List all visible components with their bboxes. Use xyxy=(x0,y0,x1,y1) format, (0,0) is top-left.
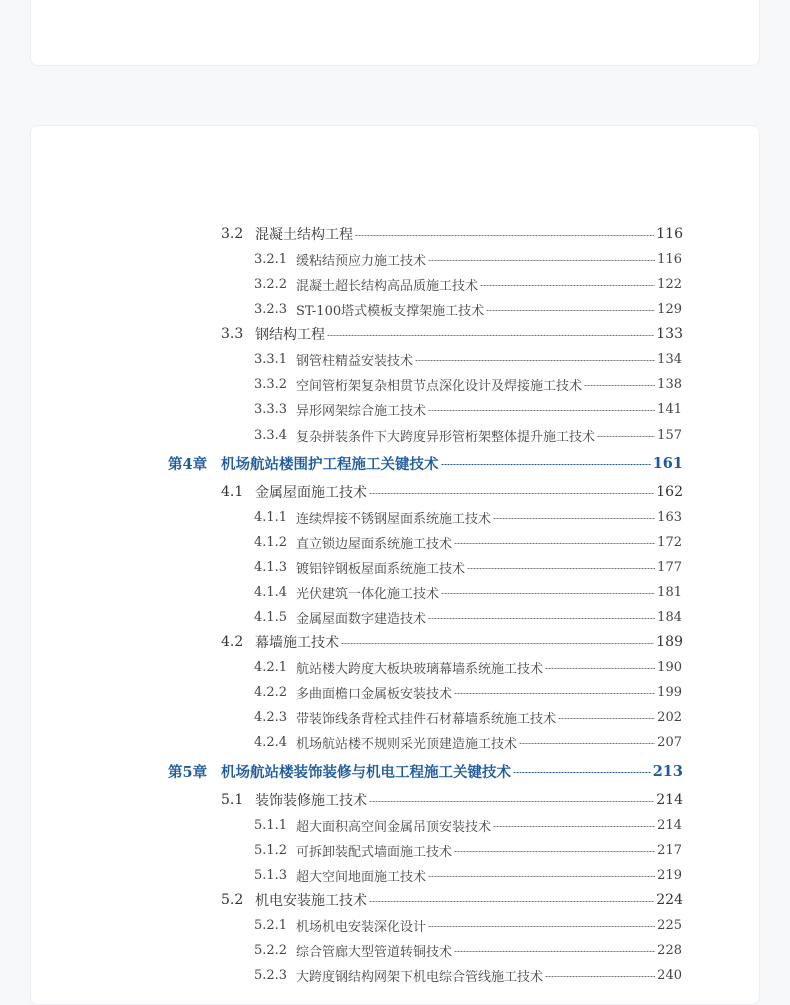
toc-entry-number: 5.2.1 xyxy=(254,917,288,933)
dot-leader xyxy=(441,464,651,465)
toc-entry-title: 镀铝锌钢板屋面系统施工技术 xyxy=(296,561,466,577)
toc-entry-page-number: 184 xyxy=(657,609,682,625)
dot-leader xyxy=(519,743,655,744)
toc-entry-number: 5.1.1 xyxy=(254,817,288,833)
toc-entry-title: 机场航站楼不规则采光顶建造施工技术 xyxy=(296,736,518,752)
toc-entry-number: 3.3 xyxy=(221,326,244,342)
toc-entry-number: 5.2.2 xyxy=(254,942,288,958)
dot-leader xyxy=(454,951,655,952)
toc-entry-title: 机电安装施工技术 xyxy=(255,893,367,909)
dot-leader xyxy=(486,310,655,311)
toc-entry-page-number: 157 xyxy=(657,427,682,443)
toc-subsection-entry[interactable] xyxy=(0,248,682,270)
toc-entry-title: 混凝土超长结构高品质施工技术 xyxy=(296,278,479,294)
toc-entry-number: 3.2.2 xyxy=(254,276,288,292)
toc-entry-page-number: 199 xyxy=(657,684,682,700)
toc-subsection-entry[interactable] xyxy=(0,864,682,886)
toc-entry-title: 连续焊接不锈钢屋面系统施工技术 xyxy=(296,511,492,527)
toc-entry-number: 3.3.1 xyxy=(254,351,288,367)
toc-entry-title: 直立锁边屋面系统施工技术 xyxy=(296,536,453,552)
toc-entry-title: 机场航站楼装饰装修与机电工程施工关键技术 xyxy=(221,763,511,781)
toc-entry-title: 多曲面檐口金属板安装技术 xyxy=(296,686,453,702)
toc-section-entry[interactable] xyxy=(0,223,683,245)
toc-entry-number: 第4章 xyxy=(168,455,208,473)
toc-entry-page-number: 225 xyxy=(657,917,682,933)
dot-leader xyxy=(454,543,655,544)
toc-subsection-entry[interactable] xyxy=(0,273,682,295)
toc-entry-title: 超大面积高空间金属吊顶安装技术 xyxy=(296,819,492,835)
toc-entry-title: ST-100塔式模板支撑架施工技术 xyxy=(296,303,485,319)
toc-subsection-entry[interactable] xyxy=(0,373,682,395)
toc-entry-number: 4.2.4 xyxy=(254,734,288,750)
toc-entry-page-number: 202 xyxy=(657,709,682,725)
toc-entry-title: 可拆卸装配式墙面施工技术 xyxy=(296,844,453,860)
toc-entry-number: 第5章 xyxy=(168,763,208,781)
toc-entry-page-number: 207 xyxy=(657,734,682,750)
dot-leader xyxy=(493,518,655,519)
dot-leader xyxy=(415,360,655,361)
dot-leader xyxy=(597,436,655,437)
toc-subsection-entry[interactable] xyxy=(0,656,682,678)
toc-entry-title: 机场航站楼围护工程施工关键技术 xyxy=(221,455,439,473)
toc-subsection-entry[interactable] xyxy=(0,939,682,961)
toc-entry-page-number: 240 xyxy=(657,967,682,983)
toc-entry-number: 5.1 xyxy=(221,792,244,808)
toc-section-entry[interactable] xyxy=(0,323,683,345)
toc-entry-page-number: 141 xyxy=(657,401,682,417)
toc-entry-number: 3.3.4 xyxy=(254,427,288,443)
dot-leader xyxy=(428,876,655,877)
toc-entry-number: 4.1.3 xyxy=(254,559,288,575)
dot-leader xyxy=(369,801,654,802)
toc-subsection-entry[interactable] xyxy=(0,681,682,703)
toc-entry-number: 4.2.1 xyxy=(254,659,288,675)
toc-entry-number: 3.2.3 xyxy=(254,301,288,317)
toc-entry-page-number: 214 xyxy=(656,792,683,808)
toc-subsection-entry[interactable] xyxy=(0,731,682,753)
dot-leader xyxy=(558,718,655,719)
toc-entry-title: 装饰装修施工技术 xyxy=(255,793,367,809)
toc-entry-title: 带装饰线条背栓式挂件石材幕墙系统施工技术 xyxy=(296,711,557,727)
toc-entry-number: 4.1 xyxy=(221,484,244,500)
toc-entry-number: 3.2.1 xyxy=(254,251,288,267)
toc-entry-number: 5.1.2 xyxy=(254,842,288,858)
top-page-card xyxy=(30,0,760,66)
toc-subsection-entry[interactable] xyxy=(0,348,682,370)
toc-subsection-entry[interactable] xyxy=(0,556,682,578)
dot-leader xyxy=(369,901,654,902)
toc-section-entry[interactable] xyxy=(0,889,683,911)
toc-entry-page-number: 214 xyxy=(657,817,682,833)
toc-entry-number: 5.2 xyxy=(221,892,244,908)
toc-entry-page-number: 129 xyxy=(657,301,682,317)
dot-leader xyxy=(454,693,655,694)
toc-subsection-entry[interactable] xyxy=(0,706,682,728)
toc-section-entry[interactable] xyxy=(0,481,683,503)
dot-leader xyxy=(428,260,655,261)
dot-leader xyxy=(355,235,654,236)
toc-entry-page-number: 224 xyxy=(656,892,683,908)
toc-entry-title: 航站楼大跨度大板块玻璃幕墙系统施工技术 xyxy=(296,661,544,677)
toc-entry-title: 机场机电安装深化设计 xyxy=(296,919,427,935)
toc-entry-title: 异形网架综合施工技术 xyxy=(296,403,427,419)
dot-leader xyxy=(545,668,655,669)
toc-entry-number: 5.2.3 xyxy=(254,967,288,983)
toc-entry-page-number: 172 xyxy=(657,534,682,550)
toc-entry-page-number: 162 xyxy=(656,484,683,500)
toc-entry-title: 混凝土结构工程 xyxy=(255,227,353,243)
toc-entry-page-number: 190 xyxy=(657,659,682,675)
toc-entry-page-number: 133 xyxy=(656,326,683,342)
toc-entry-page-number: 122 xyxy=(657,276,682,292)
toc-entry-page-number: 177 xyxy=(657,559,682,575)
toc-subsection-entry[interactable] xyxy=(0,298,682,320)
toc-entry-title: 空间管桁架复杂相贯节点深化设计及焊接施工技术 xyxy=(296,378,583,394)
toc-entry-page-number: 116 xyxy=(657,251,682,267)
toc-subsection-entry[interactable] xyxy=(0,424,682,446)
dot-leader xyxy=(545,976,655,977)
toc-entry-title: 超大空间地面施工技术 xyxy=(296,869,427,885)
toc-section-entry[interactable] xyxy=(0,789,683,811)
toc-entry-page-number: 134 xyxy=(657,351,682,367)
toc-entry-title: 金属屋面施工技术 xyxy=(255,485,367,501)
toc-entry-title: 大跨度钢结构网架下机电综合管线施工技术 xyxy=(296,969,544,985)
dot-leader xyxy=(341,643,654,644)
toc-subsection-entry[interactable] xyxy=(0,964,682,986)
dot-leader xyxy=(454,851,655,852)
toc-chapter-entry[interactable] xyxy=(0,760,683,782)
dot-leader xyxy=(513,772,651,773)
toc-entry-title: 综合管廊大型管道转铜技术 xyxy=(296,944,453,960)
toc-entry-number: 4.1.4 xyxy=(254,584,288,600)
toc-entry-title: 幕墙施工技术 xyxy=(255,635,339,651)
dot-leader xyxy=(369,493,654,494)
toc-subsection-entry[interactable] xyxy=(0,914,682,936)
toc-entry-title: 钢结构工程 xyxy=(255,327,325,343)
dot-leader xyxy=(428,926,655,927)
toc-chapter-entry[interactable] xyxy=(0,452,683,474)
toc-section-entry[interactable] xyxy=(0,631,683,653)
toc-subsection-entry[interactable] xyxy=(0,606,682,628)
dot-leader xyxy=(493,826,655,827)
toc-subsection-entry[interactable] xyxy=(0,398,682,420)
toc-entry-page-number: 163 xyxy=(657,509,682,525)
dot-leader xyxy=(428,410,655,411)
toc-entry-page-number: 138 xyxy=(657,376,682,392)
toc-entry-number: 4.2.3 xyxy=(254,709,288,725)
toc-subsection-entry[interactable] xyxy=(0,506,682,528)
toc-subsection-entry[interactable] xyxy=(0,531,682,553)
toc-entry-page-number: 217 xyxy=(657,842,682,858)
toc-entry-page-number: 181 xyxy=(657,584,682,600)
toc-entry-page-number: 161 xyxy=(652,454,683,472)
toc-entry-page-number: 189 xyxy=(656,634,683,650)
dot-leader xyxy=(480,285,655,286)
toc-entry-title: 缓粘结预应力施工技术 xyxy=(296,253,427,269)
toc-subsection-entry[interactable] xyxy=(0,839,682,861)
toc-entry-number: 4.1.1 xyxy=(254,509,288,525)
dot-leader xyxy=(428,618,655,619)
toc-entry-number: 3.2 xyxy=(221,226,244,242)
toc-entry-number: 4.1.5 xyxy=(254,609,288,625)
toc-entry-number: 4.1.2 xyxy=(254,534,288,550)
toc-entry-page-number: 213 xyxy=(652,762,683,780)
dot-leader xyxy=(327,335,654,336)
toc-entry-title: 光伏建筑一体化施工技术 xyxy=(296,586,440,602)
toc-entry-number: 4.2 xyxy=(221,634,244,650)
toc-entry-title: 金属屋面数字建造技术 xyxy=(296,611,427,627)
toc-subsection-entry[interactable] xyxy=(0,581,682,603)
toc-subsection-entry[interactable] xyxy=(0,814,682,836)
dot-leader xyxy=(467,568,655,569)
toc-entry-title: 复杂拼装条件下大跨度异形管桁架整体提升施工技术 xyxy=(296,429,596,445)
toc-entry-page-number: 219 xyxy=(657,867,682,883)
toc-entry-number: 3.3.2 xyxy=(254,376,288,392)
toc-entry-number: 3.3.3 xyxy=(254,401,288,417)
toc-entry-page-number: 228 xyxy=(657,942,682,958)
dot-leader xyxy=(441,593,655,594)
toc-entry-number: 4.2.2 xyxy=(254,684,288,700)
toc-entry-page-number: 116 xyxy=(656,226,683,242)
toc-entry-title: 钢管柱精益安装技术 xyxy=(296,353,414,369)
dot-leader xyxy=(584,385,655,386)
toc-entry-number: 5.1.3 xyxy=(254,867,288,883)
